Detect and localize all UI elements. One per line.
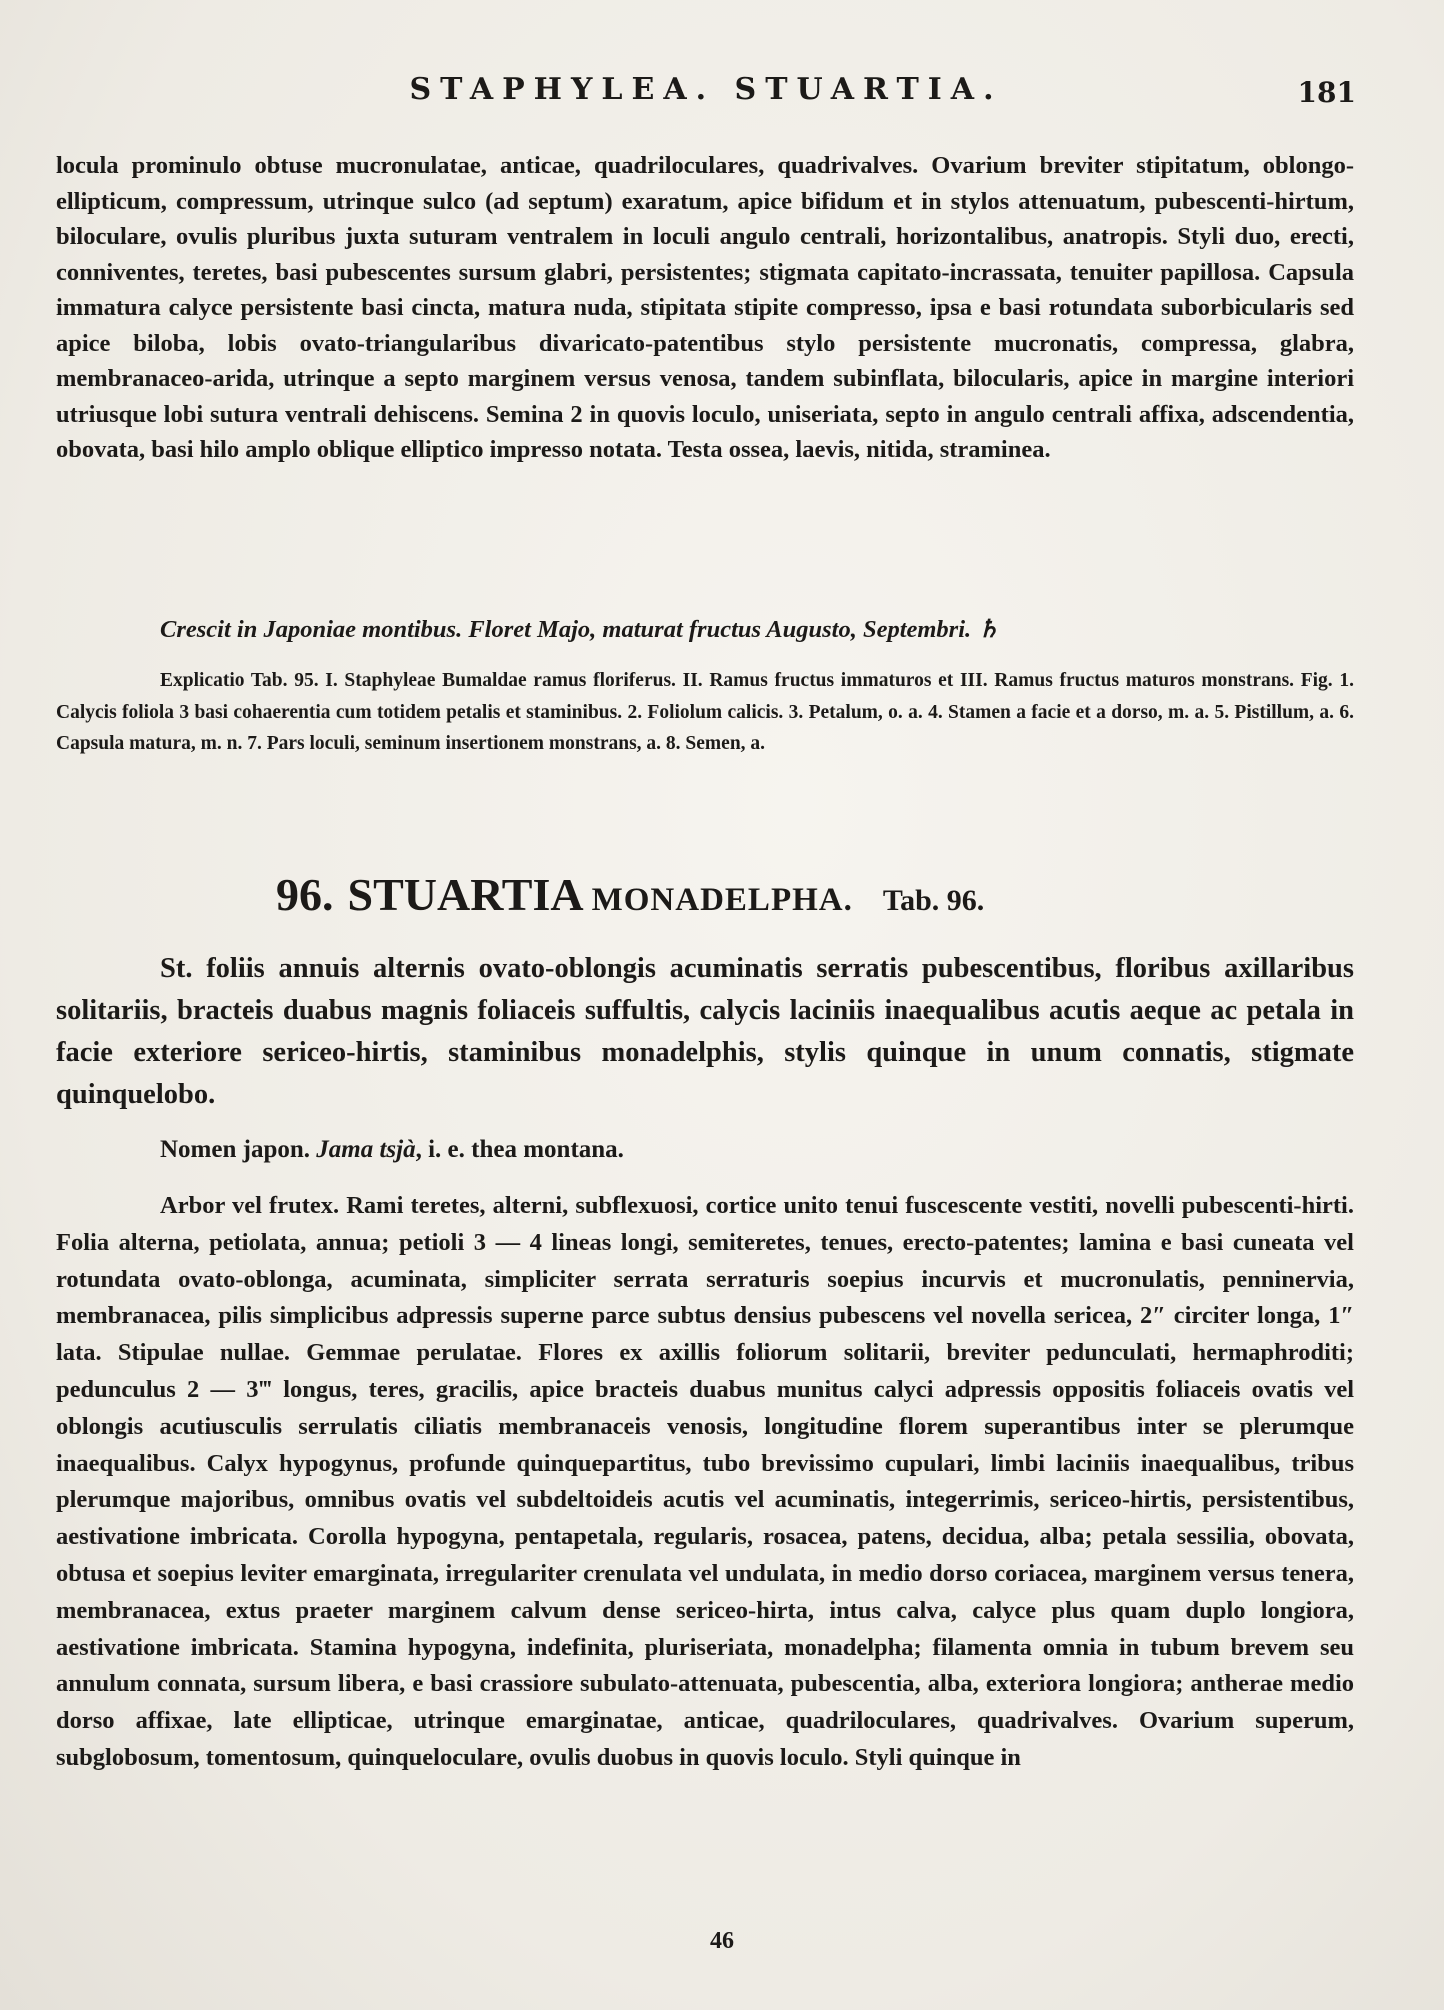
species-description [56,1188,1354,1777]
signature-number: 46 [710,1928,734,1954]
running-title: STAPHYLEA. STUARTIA. [409,72,1003,107]
species-epithet: MONADELPHA. [591,882,853,918]
plate-explanation [56,665,1354,760]
vernacular-name-line [56,1132,1354,1168]
habitat-line: Crescit in Japoniae montibus. Floret Majo, maturat fructus Augusto, Septembri. ♄ [160,616,1000,643]
name-gloss: , i. e. thea montana. [415,1136,624,1163]
nomen-label: Nomen japon. [160,1136,311,1163]
species-number: 96. [276,869,334,920]
running-header [56,72,1356,112]
continued-description-paragraph: locula prominulo obtuse mucronulatae, anticae, quadriloculares, quadrivalves. Ovarium breviter stipitatum, oblongo-ellipticum, compressum, utrinque sulco (ad septum) exaratum, apice bifidum et in stylos attenuatum, pubescenti-hirtum, biloculare, ovulis pluribus juxta suturam ventralem in loculi angulo centrali, horizontalibus, anatropis. Styli duo, erecti, conniventes, teretes, basi pubescentes sursum glabri, persistentes; stigmata capitato-incrassata, tenuiter papillosa. Capsula immatura calyce persistente basi cincta, matura nuda, stipitata stipite compresso, ipsa e basi rotundata suborbicularis sed apice biloba, lobis ovato-triangularibus divaricato-patentibus stylo persistente mucronatis, compressa, glabra, membranaceo-arida, utrinque a septo marginem versus venosa, tandem subinflata, bilocularis, apice in margine interiori utriusque lobi sutura ventrali dehiscens. Semina 2 in quovis loculo, uniseriata, septo in angulo centrali affixa, adscendentia, obovata, basi hilo amplo oblique elliptico impresso notata. Testa ossea, laevis, nitida, straminea. [56,152,1354,463]
description-text: Arbor vel frutex. Rami teretes, alterni, subflexuosi, cortice unito tenui fuscescente vestiti, novelli pubescenti-hirti. Folia alterna, petiolata, annua; petioli 3 — 4 lineas longi, semiteretes, tenues, erecto-patentes; lamina e basi cuneata vel rotundata ovato-oblonga, acuminata, simpliciter serrata serraturis soepius incurvis et mucronulatis, penninervia, membranacea, pilis simplicibus adpressis superne parce subtus densius pubescens vel novella sericea, 2″ circiter longa, 1″ lata. Stipulae nullae. Gemmae perulatae. Flores ex axillis foliorum solitarii, breviter pedunculati, hermaphroditi; pedunculus 2 — 3‴ longus, teres, gracilis, apice bracteis duabus munitus calyci adpressis oppositis foliaceis ovatis vel oblongis acutiusculis serrulatis ciliatis membranaceis venosis, longitudine florem superantibus inter se plerumque inaequalibus. Calyx hypogynus, profunde quinquepartitus, tubo brevissimo cupulari, limbi laciniis inaequalibus, tribus plerumque majoribus, omnibus ovatis vel subdeltoideis acutis vel acuminatis, integerrimis, sericeo-hirtis, persistentibus, aestivatione imbricata. Corolla hypogyna, pentapetala, regularis, rosacea, patens, decidua, alba; petala sessilia, obovata, obtusa et soepius leviter emarginata, irregulariter crenulata vel undulata, in medio dorso coriacea, marginem versus tenera, membranacea, extus praeter marginem calvum dense sericeo-hirta, intus calva, calyce plus quam duplo longiora, aestivatione imbricata. Stamina hypogyna, indefinita, pluriseriata, monadelpha; filamenta omnia in tubum brevem seu annulum connata, sursum libera, e basi crassiore subulato-attenuata, pubescentia, alba, exteriora longiora; antherae medio dorso affixae, late ellipticae, utrinque emarginatae, anticae, quadriloculares, quadrivalves. Ovarium superum, subglobosum, tomentosum, quinqueloculare, ovulis duobus in quovis loculo. Styli quinque in [56,1192,1354,1771]
plate-explanation-text: Explicatio Tab. 95. I. Staphyleae Bumaldae ramus floriferus. II. Ramus fructus immaturos et III. Ramus fructus maturos monstrans. Fig. 1. Calycis foliola 3 basi cohaerentia cum totidem petalis et staminibus. 2. Foliolum calicis. 3. Petalum, o. a. 4. Stamen a facie et a dorso, m. a. 5. Pistillum, a. 6. Capsula matura, m. n. 7. Pars loculi, seminum insertionem monstrans, a. 8. Semen, a. [56,670,1354,754]
species-heading [276,868,1276,921]
page-number: 181 [1297,76,1356,109]
species-genus: STUARTIA [347,869,584,920]
japanese-name: Jama tsjà [316,1136,416,1163]
diagnosis-text: St. foliis annuis alternis ovato-oblongis acuminatis serratis pubescentibus, floribus axillaribus solitariis, bracteis duabus magnis foliaceis suffultis, calycis laciniis inaequalibus acutis aeque ac petala in facie exteriore sericeo-hirtis, staminibus monadelphis, stylis quinque in unum connatis, stigmate quinquelobo. [56,953,1354,1110]
species-diagnosis [56,948,1354,1116]
plate-reference: Tab. 96. [882,884,985,917]
